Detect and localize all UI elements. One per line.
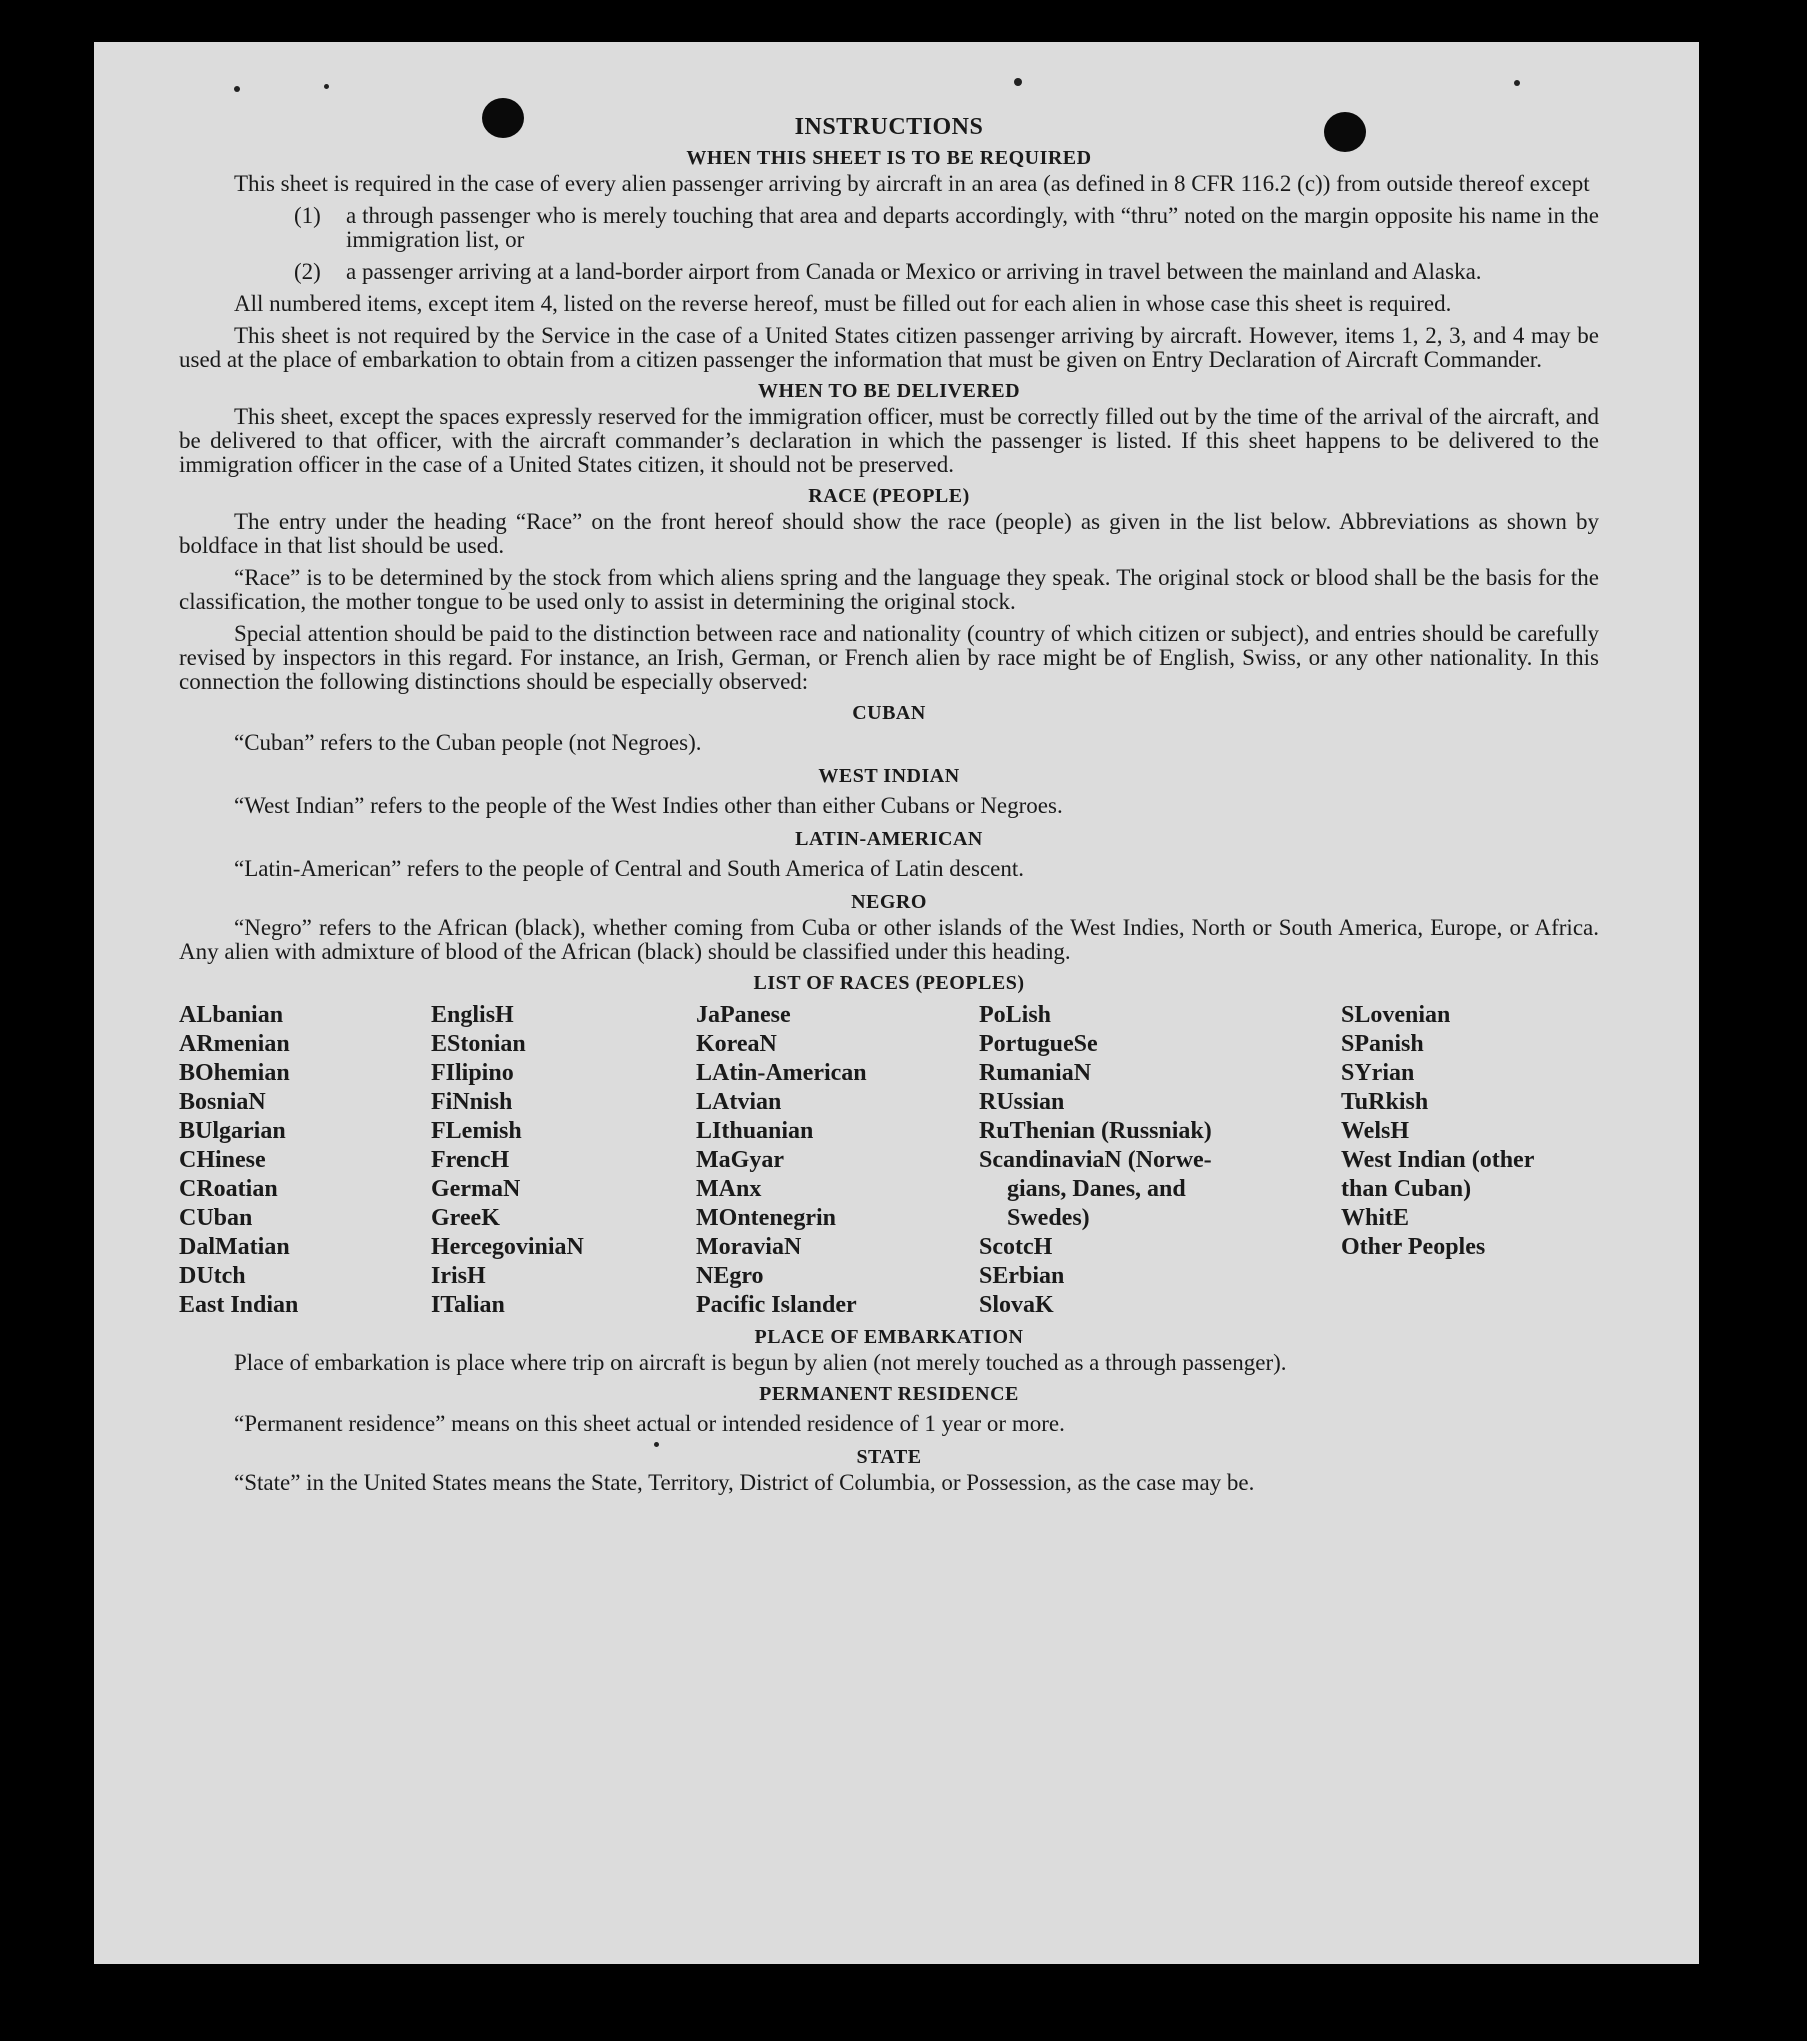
races-column-5 <box>1341 1001 1599 1320</box>
residence-definition: “Permanent residence” means on this sheet actual or intended residence of 1 year or more. <box>234 1411 1065 1436</box>
race-entry: BUlgarian <box>179 1118 286 1144</box>
race-entry: GreeK <box>431 1205 500 1231</box>
race-entry: DUtch <box>179 1263 246 1289</box>
race-entry: GermaN <box>431 1176 521 1202</box>
race-entry-continuation: than Cuban) <box>1341 1176 1472 1202</box>
race-entry: FLemish <box>431 1118 522 1144</box>
race-entry: BOhemian <box>179 1060 290 1086</box>
race-entry: DalMatian <box>179 1234 290 1260</box>
race-entry: SErbian <box>979 1263 1065 1289</box>
heading-latin-american: LATIN-AMERICAN <box>795 828 983 850</box>
delivered-paragraph: This sheet, except the spaces expressly reserved for the immigration officer, must be correctly filled out by the time of the arrival of the aircraft, and be delivered to that officer, with the aircraft commander’s declaration in which the passenger is listed. If this sheet happens to be delivered to the immigration officer in the case of a United States citizen, it should not be preserved. <box>179 404 1599 477</box>
heading-west-indian: WEST INDIAN <box>818 765 960 787</box>
heading-cuban: CUBAN <box>852 702 926 724</box>
races-column-1 <box>179 1001 431 1320</box>
heading-required: WHEN THIS SHEET IS TO BE REQUIRED <box>686 147 1092 169</box>
race-entry: ScotcH <box>979 1234 1053 1260</box>
race-entry: ARmenian <box>179 1031 290 1057</box>
race-entry: SPanish <box>1341 1031 1424 1057</box>
race-entry: Other Peoples <box>1341 1234 1486 1260</box>
race-entry: LIthuanian <box>696 1118 814 1144</box>
document-sheet <box>94 42 1699 1964</box>
race-paragraph-1: The entry under the heading “Race” on the front hereof should show the race (people) as given in the list below. Abbreviations as shown by boldface in that list should be used. <box>179 509 1599 558</box>
required-paragraph-2: All numbered items, except item 4, listed on the reverse hereof, must be filled out for each alien in whose case this sheet is required. <box>234 291 1452 316</box>
item-text: a through passenger who is merely touching that area and departs accordingly, with “thru” noted on the margin opposite his name in the immigration list, or <box>346 203 1599 252</box>
exception-item-1 <box>294 204 1599 252</box>
race-entry: MoraviaN <box>696 1234 802 1260</box>
required-paragraph-3: This sheet is not required by the Service in the case of a United States citizen passenger arriving by aircraft. However, items 1, 2, 3, and 4 may be used at the place of embarkation to obtain from a citizen passenger the information that must be given on Entry Declaration of Aircraft Commander. <box>179 323 1599 372</box>
race-entry: CHinese <box>179 1147 266 1173</box>
race-entry: IrisH <box>431 1263 486 1289</box>
ink-speck <box>234 86 240 92</box>
races-column-3 <box>696 1001 979 1320</box>
embarkation-definition: Place of embarkation is place where trip on aircraft is begun by alien (not merely touched as a through passenger). <box>234 1350 1287 1375</box>
race-entry: TuRkish <box>1341 1089 1429 1115</box>
race-entry: RUssian <box>979 1089 1065 1115</box>
state-definition: “State” in the United States means the State, Territory, District of Columbia, or Possession, as the case may be. <box>234 1470 1255 1495</box>
race-entry: MAnx <box>696 1176 762 1202</box>
race-entry: EnglisH <box>431 1002 514 1028</box>
page-title: INSTRUCTIONS <box>794 114 984 140</box>
race-entry: CRoatian <box>179 1176 278 1202</box>
race-entry: LAtvian <box>696 1089 782 1115</box>
race-entry: SlovaK <box>979 1292 1054 1318</box>
heading-race: RACE (PEOPLE) <box>808 485 970 507</box>
race-entry: FrencH <box>431 1147 510 1173</box>
heading-permanent-residence: PERMANENT RESIDENCE <box>759 1383 1019 1405</box>
race-entry: MaGyar <box>696 1147 784 1173</box>
race-entry: FiNnish <box>431 1089 513 1115</box>
heading-embarkation: PLACE OF EMBARKATION <box>754 1326 1024 1348</box>
race-entry: WelsH <box>1341 1118 1410 1144</box>
race-entry: KoreaN <box>696 1031 777 1057</box>
latin-american-definition: “Latin-American” refers to the people of Central and South America of Latin descent. <box>234 856 1024 881</box>
ink-speck <box>1514 80 1520 86</box>
race-entry: RuThenian (Russniak) <box>979 1118 1212 1144</box>
race-entry-continuation: gians, Danes, and <box>1007 1176 1186 1202</box>
race-entry: MOntenegrin <box>696 1205 836 1231</box>
required-paragraph-1: This sheet is required in the case of every alien passenger arriving by aircraft in an area (as defined in 8 CFR 116.2 (c)) from outside thereof except <box>234 171 1590 196</box>
item-text: a passenger arriving at a land-border airport from Canada or Mexico or arriving in travel between the mainland and Alaska. <box>346 259 1482 284</box>
race-paragraph-3: Special attention should be paid to the distinction between race and nationality (country of which citizen or subject), and entries should be carefully revised by inspectors in this regard. For instance, an Irish, German, or French alien by race might be of English, Swiss, or any other nationality. In this connection the following distinctions should be especially observed: <box>179 621 1599 694</box>
west-indian-definition: “West Indian” refers to the people of the West Indies other than either Cubans or Negroes. <box>234 793 1063 818</box>
race-entry: PoLish <box>979 1002 1052 1028</box>
race-entry: SYrian <box>1341 1060 1415 1086</box>
race-entry: Pacific Islander <box>696 1292 857 1318</box>
race-entry: NEgro <box>696 1263 764 1289</box>
heading-delivered: WHEN TO BE DELIVERED <box>757 380 1021 402</box>
exception-item-2 <box>294 260 1599 284</box>
race-paragraph-2: “Race” is to be determined by the stock from which aliens spring and the language they speak. The original stock or blood shall be the basis for the classification, the mother tongue to be used only to assist in determining the original stock. <box>179 565 1599 614</box>
heading-negro: NEGRO <box>851 891 927 913</box>
race-entry: SLovenian <box>1341 1002 1451 1028</box>
item-number: (2) <box>294 259 321 284</box>
negro-definition: “Negro” refers to the African (black), whether coming from Cuba or other islands of the West Indies, North or South America, Europe, or Africa. Any alien with admixture of blood of the African (black) should be classified under this heading. <box>179 915 1599 964</box>
race-entry-continuation: Swedes) <box>1007 1205 1090 1231</box>
races-column-2 <box>431 1001 696 1320</box>
ink-speck <box>324 84 329 89</box>
race-entry: BosniaN <box>179 1089 266 1115</box>
race-entry: CUban <box>179 1205 253 1231</box>
heading-list-of-races: LIST OF RACES (PEOPLES) <box>753 972 1025 994</box>
race-entry: WhitE <box>1341 1205 1410 1231</box>
item-number: (1) <box>294 203 321 228</box>
race-entry: JaPanese <box>696 1002 791 1028</box>
races-column-4 <box>979 1001 1341 1320</box>
cuban-definition: “Cuban” refers to the Cuban people (not Negroes). <box>234 730 702 755</box>
race-entry: EStonian <box>431 1031 526 1057</box>
race-entry: ALbanian <box>179 1002 284 1028</box>
race-entry: LAtin-American <box>696 1060 867 1086</box>
race-entry: West Indian (other <box>1341 1147 1535 1173</box>
race-entry: East Indian <box>179 1292 299 1318</box>
heading-state: STATE <box>856 1446 922 1468</box>
races-table <box>179 1001 1599 1320</box>
race-entry: HercegoviniaN <box>431 1234 584 1260</box>
instructions-content <box>179 114 1599 1503</box>
race-entry: ScandinaviaN (Norwe- <box>979 1147 1212 1173</box>
ink-speck <box>1014 78 1022 86</box>
race-entry: ITalian <box>431 1292 505 1318</box>
race-entry: PortugueSe <box>979 1031 1098 1057</box>
race-entry: RumaniaN <box>979 1060 1092 1086</box>
race-entry: FIlipino <box>431 1060 514 1086</box>
